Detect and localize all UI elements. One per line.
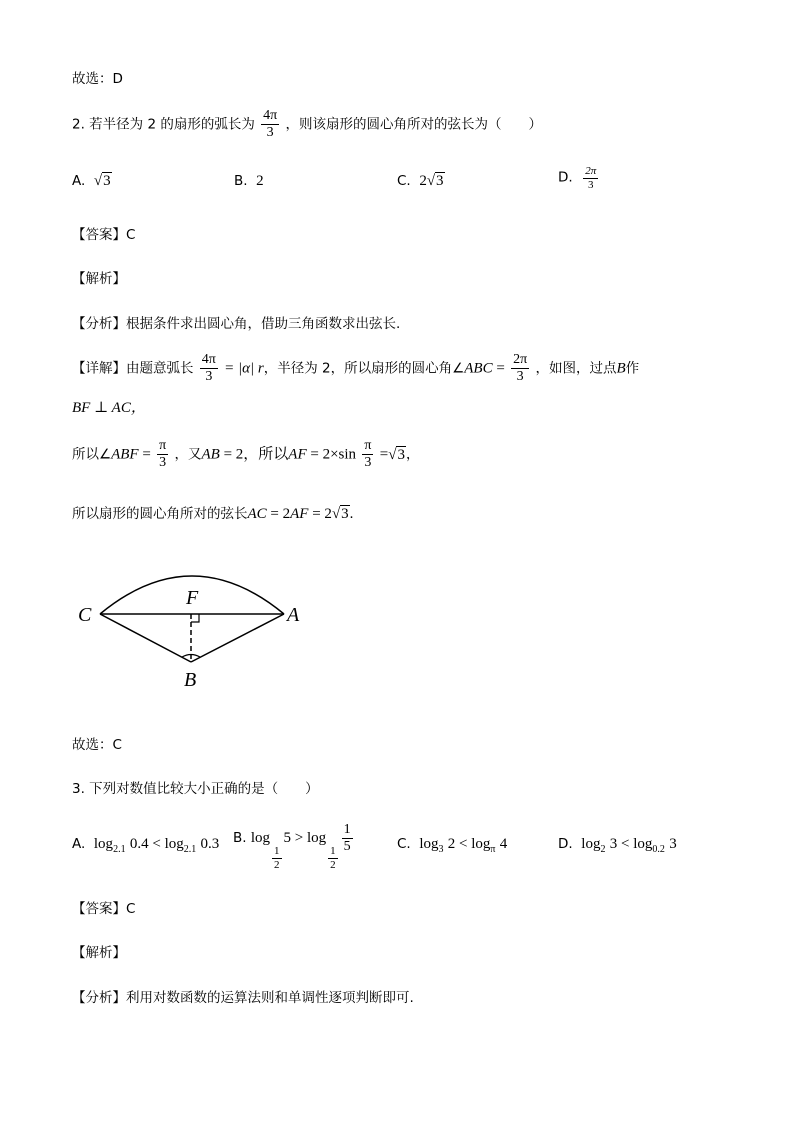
q3-stem: 3. 下列对数值比较大小正确的是（ ） — [72, 781, 319, 797]
q2-fenxi: 【分析】根据条件求出圆心角，借助三角函数求出弦长. — [72, 316, 401, 332]
q2-detail-line3: 所以∠ABF = $\frac{\pi}{3}$ ，又AB = 2，所以AF = 2×sin $\frac{\pi}{3}$ =√3， — [72, 438, 420, 471]
label-b: B — [184, 669, 197, 691]
radius-ab — [191, 614, 284, 662]
q2-final: 故选：C — [72, 737, 122, 753]
sector-figure — [70, 558, 310, 698]
right-angle-mark — [191, 614, 199, 622]
q3-fenxi: 【分析】利用对数函数的运算法则和单调性逐项判断即可. — [72, 990, 414, 1006]
q2-option-c: C. 2√3 — [397, 173, 444, 189]
q2-option-b: B. 2 — [234, 173, 264, 189]
q3-analysis-tag: 【解析】 — [72, 945, 126, 961]
q3-answer: 【答案】C — [72, 901, 136, 917]
q3-option-b: B. log $\frac{1}{2}$ 5 > log $\frac{1}{2}$ $\frac{1}{5}$ — [233, 822, 351, 871]
q2-detail-line2: BF ⊥ AC， — [72, 400, 146, 416]
q2-option-a: A. √3 — [72, 173, 111, 189]
q2-stem-pre: 2. 若半径为 2 的扇形的弧长为 — [72, 116, 255, 133]
q3-option-d: D. $\log_2 3 < \log_{0.2} 3$ — [558, 836, 677, 855]
label-c: C — [78, 604, 92, 626]
q2-stem-fraction: $\frac{4\pi}{3}$ — [263, 108, 278, 141]
q2-answer: 【答案】C — [72, 227, 136, 243]
q3-option-a: A. $\log_{2.1} 0.4 < \log_{2.1} 0.3$ — [72, 836, 220, 855]
q2-detail-line4: 所以扇形的圆心角所对的弦长AC = 2AF = 2√3. — [72, 506, 354, 522]
prev-answer: 故选：D — [72, 71, 123, 87]
label-f: F — [186, 587, 199, 609]
radius-cb — [100, 614, 191, 662]
q2-stem-post: ，则该扇形的圆心角所对的弦长为（ ） — [285, 116, 543, 133]
q2-analysis-tag: 【解析】 — [72, 271, 126, 287]
q2-stem — [72, 108, 542, 141]
q3-option-c: C. $\log_3 2 < \log_\pi 4$ — [397, 836, 508, 855]
q2-detail-line1: 【详解】由题意弧长 $\frac{4\pi}{3}$ = |α| r，半径为 2，所以扇形的圆心角∠ABC = $\frac{2\pi}{3}$ ，如图，过点B作 — [72, 352, 640, 385]
label-a: A — [287, 604, 300, 626]
q2-option-d: D. $\frac{2\pi}{3}$ — [558, 165, 597, 191]
